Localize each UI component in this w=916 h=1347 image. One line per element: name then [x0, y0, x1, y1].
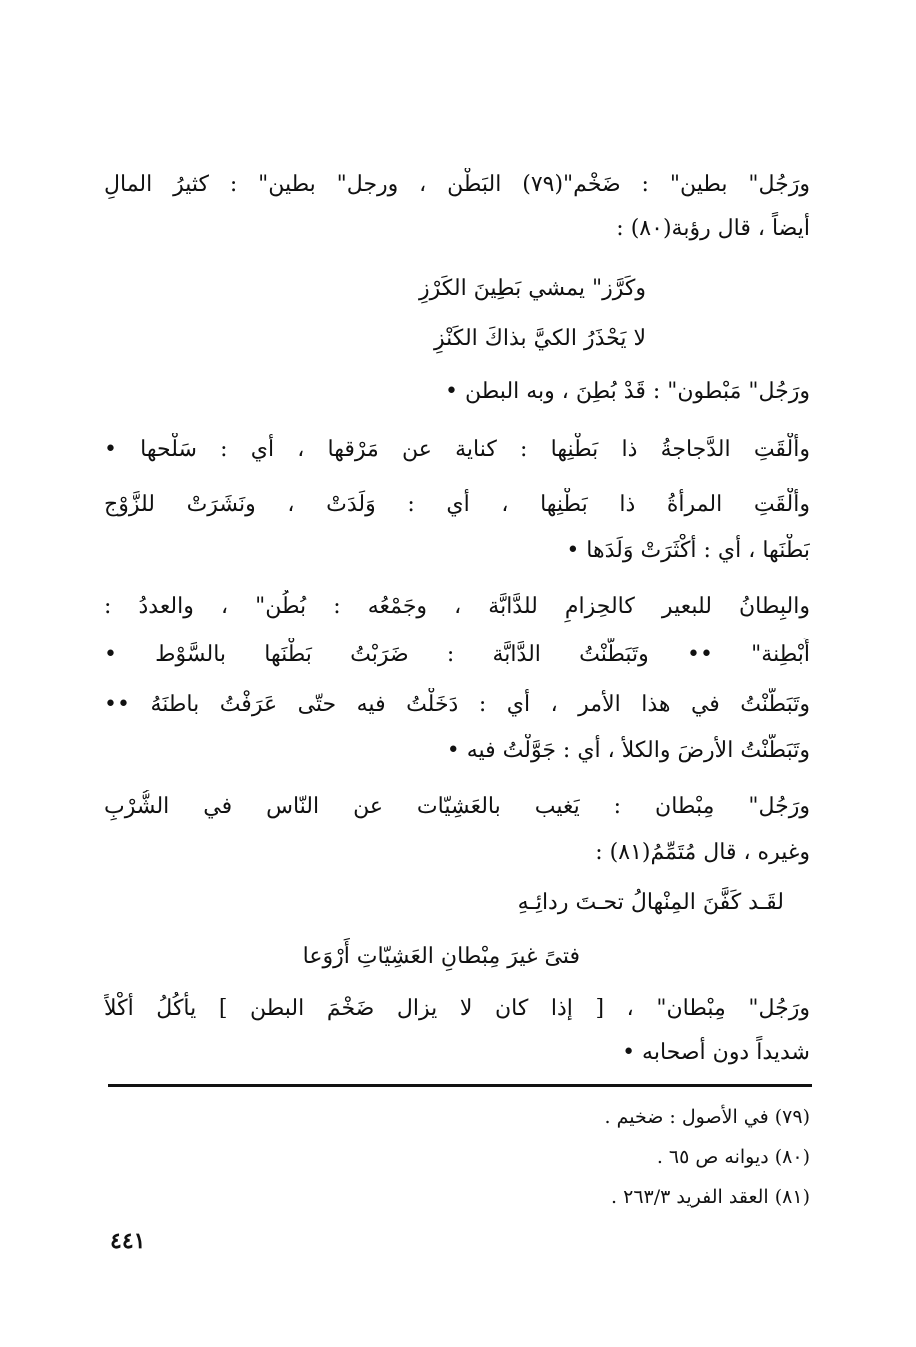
- verse-3: لقَـد كَفَّنَ المِنْهالُ تحـتَ ردائِـهِ: [517, 890, 784, 915]
- verse-2: لا يَحْذَرُ الكيَّ بذاكَ الكَنْزِ: [434, 326, 646, 351]
- verse-4: فتىً غيرَ مِبْطانِ العَشِيّاتِ أَرْوَعا: [302, 944, 580, 969]
- body-line-2: أيضاً ، قال رؤبة(٨٠) :: [616, 216, 810, 241]
- body-line-1: ورَجُل" بطين" : ضَخْم"(٧٩) البَطْن ، ورجل" بطين" : كثيرُ المالِ: [104, 172, 810, 197]
- body-line-9: وتَبَطَّنْتُ في هذا الأمر ، أي : دَخَلْتُ فيه حتّى عَرَفْتُ باطنَهُ ••: [104, 692, 810, 717]
- body-line-6: بَطْنَها ، أي : أكْثَرَتْ وَلَدَها •: [566, 538, 810, 563]
- body-line-11: ورَجُل" مِبْطان : يَغيب بالعَشِيّات عن النّاس في الشُّرْبِ: [104, 794, 810, 819]
- verse-1: وكَرَّز" يمشي بَطِينَ الكَرْزِ: [418, 276, 646, 301]
- footnote-81: (٨١) العقد الفريد ٢٦٣/٣ .: [611, 1186, 810, 1208]
- body-line-4: وألْقَتِ الدَّجاجةُ ذا بَطْنِها : كناية عن مَرْقها ، أي : سَلْحها •: [104, 437, 810, 462]
- body-line-14: شديداً دون أصحابه •: [622, 1040, 810, 1065]
- footnote-80: (٨٠) ديوانه ص ٦٥ .: [656, 1146, 810, 1168]
- body-line-12: وغيره ، قال مُتَمِّمُ(٨١) :: [595, 840, 810, 865]
- body-line-3: ورَجُل" مَبْطون" : قَدْ بُطِنَ ، وبه البطن •: [445, 379, 810, 404]
- body-line-5: وألْقَتِ المرأةُ ذا بَطْنِها ، أي : وَلَدَتْ ، ونَشَرَتْ للزَّوْج: [104, 492, 810, 517]
- body-line-8: أَبْطِنة" •• وتَبَطَّنْتُ الدَّابَّة : ضَرَبْتُ بَطْنَها بالسَّوْط •: [104, 642, 810, 667]
- body-line-10: وتَبَطَّنْتُ الأرضَ والكلأ ، أي : جَوَّلْتُ فيه •: [446, 738, 810, 763]
- footnote-79: (٧٩) في الأصول : ضخيم .: [604, 1106, 810, 1128]
- footnote-rule: [108, 1084, 812, 1087]
- body-line-7: والبِطانُ للبعير كالحِزامِ للدَّابَّة ، وجَمْعُه : بُطُن" ، والعددُ :: [104, 594, 810, 619]
- page-number: ٤٤١: [110, 1228, 146, 1254]
- body-line-13: ورَجُل" مِبْطان" ، [ إذا كان لا يزال ضَخْمَ البطن ] يأكُلُ أكْلاً: [104, 996, 810, 1021]
